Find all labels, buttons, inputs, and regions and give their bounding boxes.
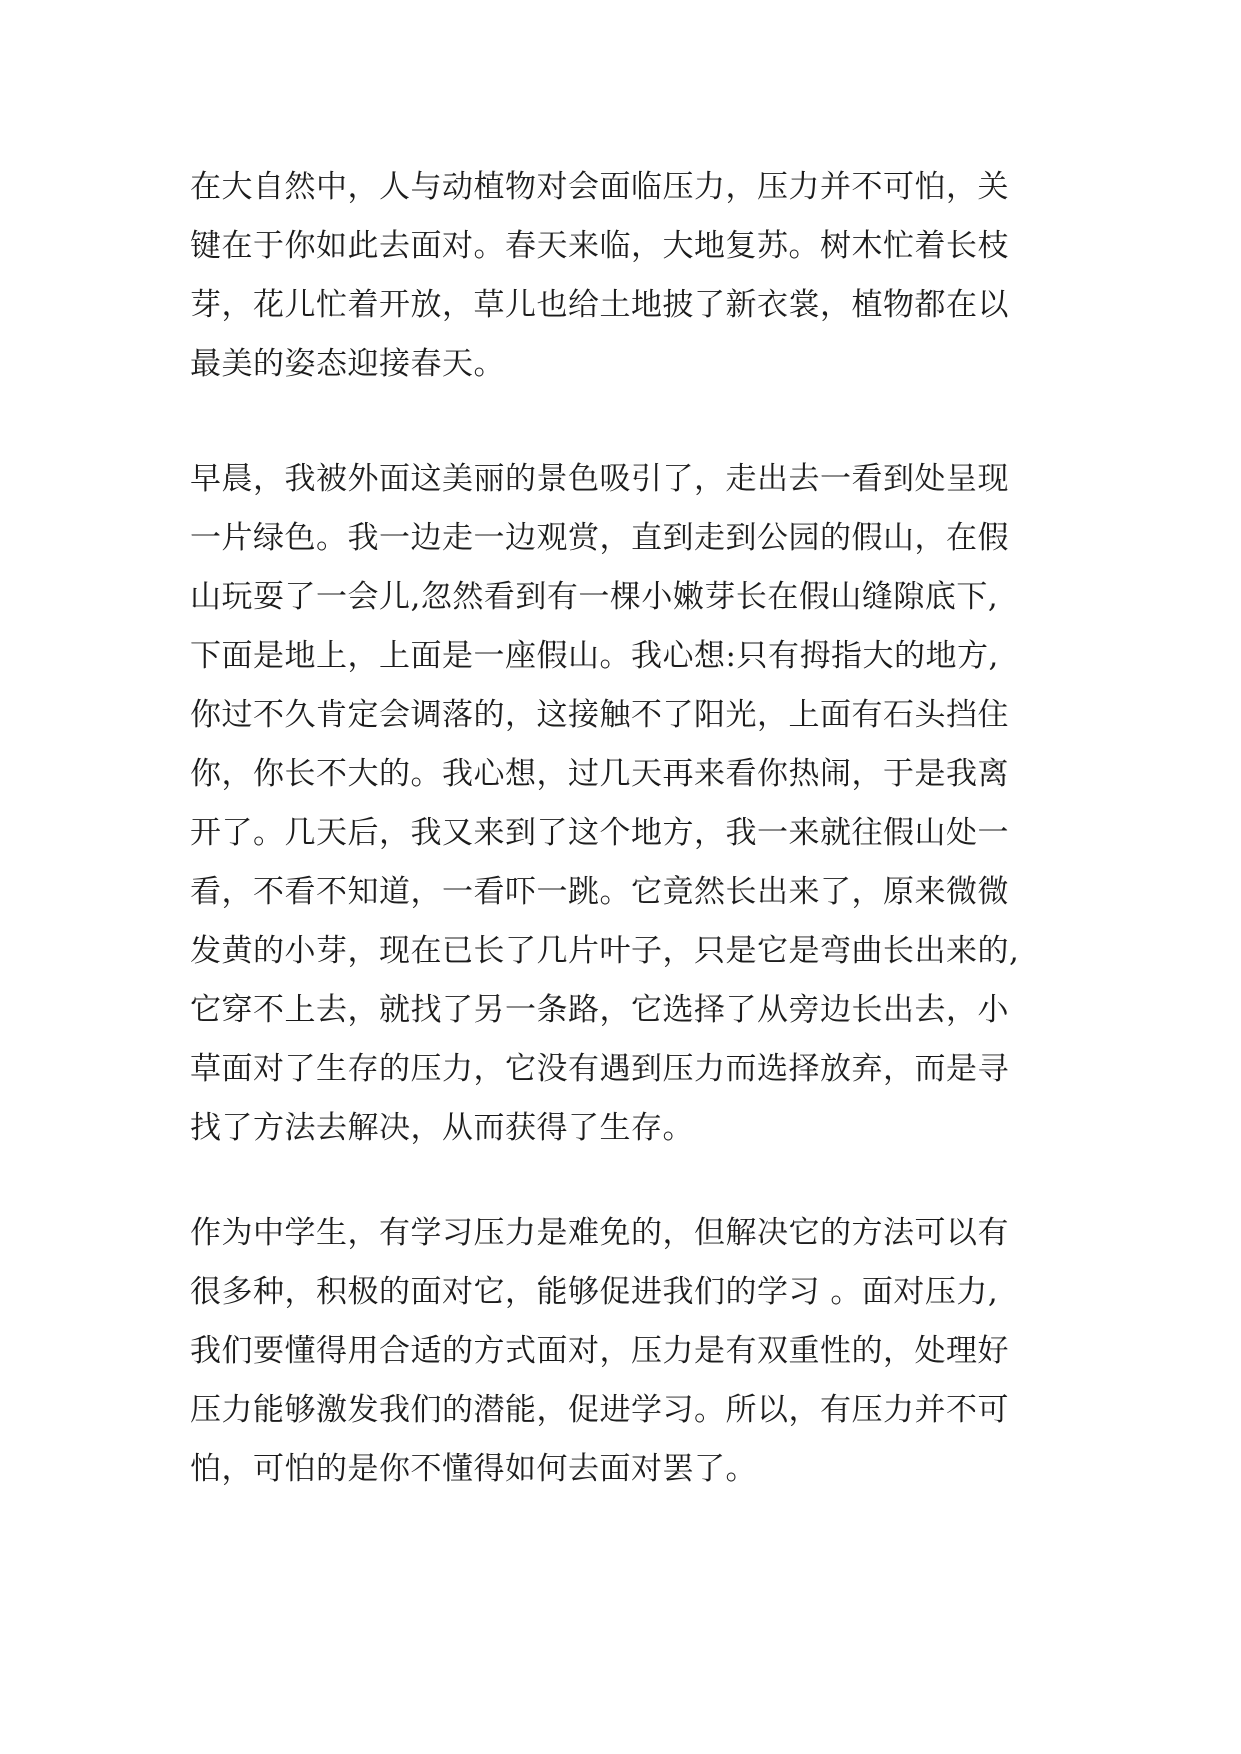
text-line: 在大自然中，人与动植物对会面临压力，压力并不可怕，关 <box>190 169 1009 205</box>
paragraph-3 <box>190 1204 1009 1499</box>
text-line: 最美的姿态迎接春天。 <box>190 346 505 382</box>
text-line: 看，不看不知道，一看吓一跳。它竟然长出来了，原来微微 <box>190 874 1009 910</box>
text-line: 山玩耍了一会儿,忽然看到有一棵小嫩芽长在假山缝隙底下, <box>190 579 999 615</box>
text-line: 发黄的小芽，现在已长了几片叶子，只是它是弯曲长出来的, <box>190 933 1020 969</box>
text-line: 一片绿色。我一边走一边观赏，直到走到公园的假山，在假 <box>190 520 1009 556</box>
text-line: 怕，可怕的是你不懂得如何去面对罢了。 <box>190 1451 757 1487</box>
text-line: 下面是地上，上面是一座假山。我心想:只有拇指大的地方, <box>190 638 999 674</box>
paragraph-1 <box>190 158 1009 394</box>
text-line: 键在于你如此去面对。春天来临，大地复苏。树木忙着长枝 <box>190 228 1009 264</box>
text-line: 作为中学生，有学习压力是难免的，但解决它的方法可以有 <box>190 1215 1009 1251</box>
text-line: 你，你长不大的。我心想，过几天再来看你热闹，于是我离 <box>190 756 1009 792</box>
text-line: 找了方法去解决，从而获得了生存。 <box>190 1110 694 1146</box>
text-line: 压力能够激发我们的潜能，促进学习。所以，有压力并不可 <box>190 1392 1009 1428</box>
text-line: 草面对了生存的压力，它没有遇到压力而选择放弃，而是寻 <box>190 1051 1009 1087</box>
text-line: 我们要懂得用合适的方式面对，压力是有双重性的，处理好 <box>190 1333 1009 1369</box>
text-line: 开了。几天后，我又来到了这个地方，我一来就往假山处一 <box>190 815 1009 851</box>
text-line: 芽，花儿忙着开放，草儿也给土地披了新衣裳，植物都在以 <box>190 287 1009 323</box>
paragraph-2 <box>190 450 1019 1158</box>
text-line: 你过不久肯定会调落的，这接触不了阳光，上面有石头挡住 <box>190 697 1009 733</box>
text-line: 很多种，积极的面对它，能够促进我们的学习 。面对压力, <box>190 1274 999 1310</box>
text-line: 早晨，我被外面这美丽的景色吸引了，走出去一看到处呈现 <box>190 461 1009 497</box>
text-line: 它穿不上去，就找了另一条路，它选择了从旁边长出去，小 <box>190 992 1009 1028</box>
